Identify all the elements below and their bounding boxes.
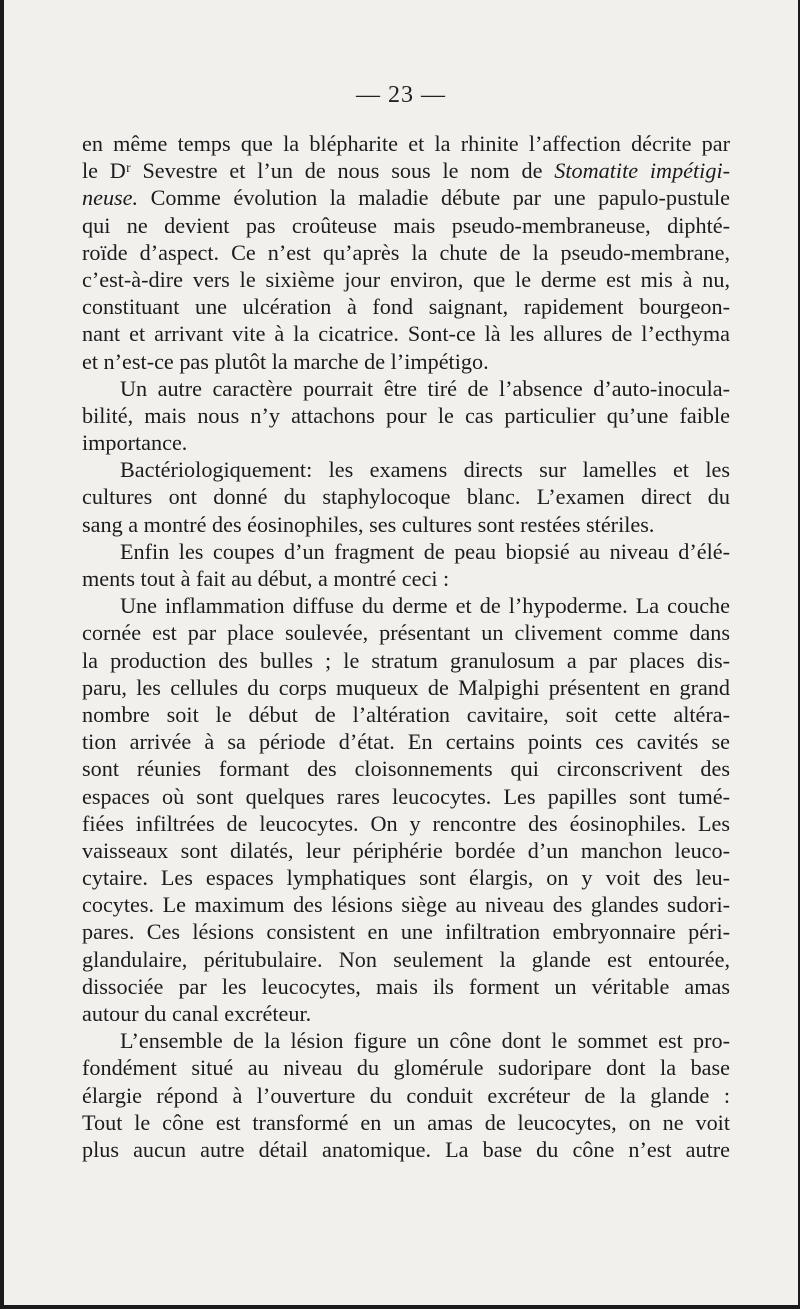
text-line <box>82 348 730 375</box>
line-text: espaces où sont quelques rares leucocytes. Les papilles sont tumé- <box>82 783 730 809</box>
line-text: Comme évolution la maladie débute par une papulo-pustule <box>150 185 730 211</box>
line-text: tion arrivée à sa période d’état. En certains points ces cavités se <box>82 729 730 755</box>
line-text: Enfin les coupes d’un fragment de peau biopsié au niveau d’élé- <box>120 538 730 564</box>
text-line <box>82 375 730 402</box>
text-line <box>82 1109 730 1136</box>
text-line <box>82 592 730 619</box>
text-line <box>82 918 730 945</box>
text-line <box>82 1027 730 1054</box>
text-line <box>82 837 730 864</box>
line-text: cytaire. Les espaces lymphatiques sont élargis, on y voit des leu- <box>82 865 730 891</box>
text-line <box>82 619 730 646</box>
text-line <box>82 320 730 347</box>
line-text: vaisseaux sont dilatés, leur périphérie bordée d’un manchon leuco- <box>82 837 730 863</box>
line-text: Une inflammation diffuse du derme et de l’hypoderme. La couche <box>120 593 730 619</box>
line-text: la production des bulles ; le stratum granulosum a par places dis- <box>82 647 730 673</box>
text-line <box>82 1054 730 1081</box>
line-text: sang a montré des éosinophiles, ses cultures sont restées stériles. <box>82 511 655 537</box>
text-line <box>82 701 730 728</box>
line-text: qui ne devient pas croûteuse mais pseudo-membraneuse, diphté- <box>82 212 730 238</box>
text-line <box>82 239 730 266</box>
text-line <box>82 810 730 837</box>
line-text: bilité, mais nous n’y attachons pour le cas particulier qu’une faible <box>82 402 730 428</box>
text-line <box>82 647 730 674</box>
text-line <box>82 891 730 918</box>
text-line <box>82 456 730 483</box>
line-text: cultures ont donné du staphylocoque blanc. L’examen direct du <box>82 484 730 510</box>
page-number: — 23 — <box>356 82 446 108</box>
line-text: élargie répond à l’ouverture du conduit excréteur de la glande : <box>82 1082 730 1108</box>
text-line <box>82 511 730 538</box>
line-text: paru, les cellules du corps muqueux de Malpighi présentent en grand <box>82 674 730 700</box>
line-text: en même temps que la blépharite et la rhinite l’affection décrite par <box>82 131 730 156</box>
text-line <box>82 1000 730 1027</box>
text-line <box>82 946 730 973</box>
line-text: Bactériologiquement: les examens directs sur lamelles et les <box>120 457 730 483</box>
text-line <box>82 429 730 456</box>
text-line <box>82 783 730 810</box>
line-text: pares. Ces lésions consistent en une infiltration embryonnaire péri- <box>82 919 730 945</box>
line-text: cocytes. Le maximum des lésions siège au niveau des glandes sudori- <box>82 892 730 918</box>
body-text <box>82 130 730 1163</box>
italic-text: neuse. <box>82 185 139 211</box>
line-text: sont réunies formant des cloisonnements qui circonscrivent des <box>82 756 730 782</box>
text-line <box>82 402 730 429</box>
text-line <box>82 130 730 157</box>
line-text: cornée est par place soulevée, présentant un clivement comme dans <box>82 620 730 646</box>
line-text: le Dʳ Sevestre et l’un de nous sous le nom de <box>82 158 543 184</box>
line-text: ments tout à fait au début, a montré ceci : <box>82 566 450 591</box>
line-text: Un autre caractère pourrait être tiré de l’absence d’auto-inocula- <box>120 375 730 401</box>
text-line <box>82 538 730 565</box>
line-text: c’est-à-dire vers le sixième jour environ, que le derme est mis à nu, <box>82 266 730 292</box>
line-text: fondément situé au niveau du glomérule sudoripare dont la base <box>82 1055 730 1081</box>
line-text: glandulaire, péritubulaire. Non seulement la glande est entourée, <box>82 946 730 972</box>
text-line <box>82 293 730 320</box>
line-text: importance. <box>82 430 188 456</box>
text-line <box>82 565 730 592</box>
line-text: nombre soit le début de l’altération cavitaire, soit cette altéra- <box>82 701 730 727</box>
text-line <box>82 728 730 755</box>
line-text: L’ensemble de la lésion figure un cône dont le sommet est pro- <box>120 1028 730 1054</box>
line-text: nant et arrivant vite à la cicatrice. Sont-ce là les allures de l’ecthyma <box>82 321 730 347</box>
line-text: autour du canal excréteur. <box>82 1001 312 1026</box>
text-line <box>82 157 730 184</box>
text-line <box>82 674 730 701</box>
line-text: Tout le cône est transformé en un amas de leucocytes, on ne voit <box>82 1109 730 1135</box>
text-line <box>82 212 730 239</box>
text-line <box>82 1082 730 1109</box>
text-line <box>82 1136 730 1163</box>
line-text: et n’est-ce pas plutôt la marche de l’impétigo. <box>82 348 489 374</box>
document-page <box>4 0 798 1305</box>
line-text: constituant une ulcération à fond saignant, rapidement bourgeon- <box>82 294 730 320</box>
line-text: roïde d’aspect. Ce n’est qu’après la chute de la pseudo-membrane, <box>82 239 730 265</box>
line-text: plus aucun autre détail anatomique. La base du cône n’est autre <box>82 1136 730 1162</box>
text-line <box>82 973 730 1000</box>
text-line <box>82 864 730 891</box>
italic-text: Stomatite impétigi- <box>554 158 730 184</box>
text-line <box>82 184 730 211</box>
line-text: dissociée par les leucocytes, mais ils forment un véritable amas <box>82 973 730 999</box>
text-line <box>82 755 730 782</box>
line-text: fiées infiltrées de leucocytes. On y rencontre des éosinophiles. Les <box>82 810 730 836</box>
text-line <box>82 483 730 510</box>
text-line <box>82 266 730 293</box>
